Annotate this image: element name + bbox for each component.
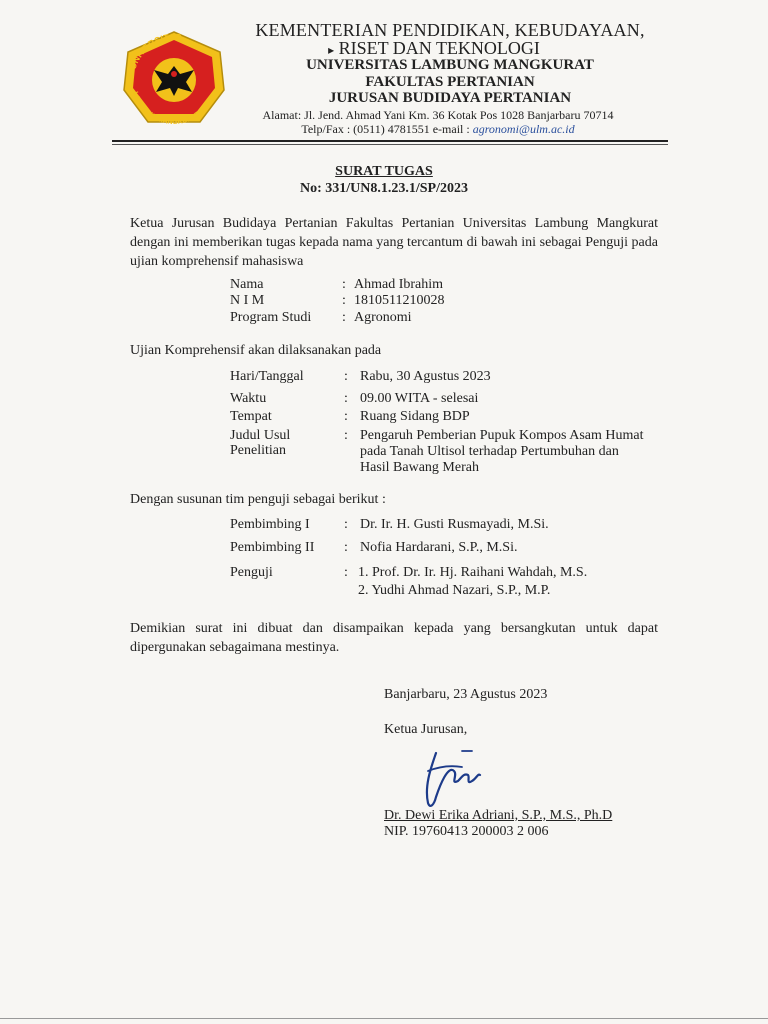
signer-position: Ketua Jurusan,	[384, 722, 468, 737]
team-intro: Dengan susunan tim penguji sebagai berikut :	[130, 492, 386, 507]
signer-nip: NIP. 19760413 200003 2 006	[384, 824, 549, 839]
exam-title-label-2: Penelitian	[230, 443, 286, 458]
letter-number: No: 331/UN8.1.23.1/SP/2023	[300, 181, 468, 196]
student-name-value: Ahmad Ibrahim	[354, 277, 444, 292]
intro-paragraph: Ketua Jurusan Budidaya Pertanian Fakultas Pertanian Universitas Lambung Mangkurat dengan ini memberikan tugas kepada nama yang tercantum di bawah ini sebagai Penguji pada ujian komprehensif mahasiswa	[130, 216, 658, 269]
handwritten-signature	[414, 745, 488, 811]
header-rule-thin	[112, 144, 668, 145]
contact-line	[228, 122, 648, 137]
student-nim-value: 1810511210028	[354, 293, 445, 308]
logo-text-bottom: LAMBUNG MANGKURAT	[131, 90, 202, 127]
exam-title-sep: :	[344, 428, 348, 443]
student-program-label: Program Studi	[230, 310, 312, 325]
scan-edge-line	[0, 1018, 768, 1019]
supervisor-1-value: Dr. Ir. H. Gusti Rusmayadi, M.Si.	[360, 517, 549, 532]
letter-title: SURAT TUGAS	[335, 164, 433, 179]
examiner-1: 1. Prof. Dr. Ir. Hj. Raihani Wahdah, M.S.	[358, 565, 588, 580]
student-program-sep: :	[342, 310, 346, 325]
examiner-label: Penguji	[230, 565, 273, 580]
exam-place-label: Tempat	[230, 409, 272, 424]
address: Alamat: Jl. Jend. Ahmad Yani Km. 36 Kotak Pos 1028 Banjarbaru 70714	[262, 108, 614, 122]
email-link[interactable]: agronomi@ulm.ac.id	[472, 122, 575, 136]
exam-day-label: Hari/Tanggal	[230, 369, 304, 384]
ministry-line-2: ▸ RISET DAN TEKNOLOGI	[328, 38, 540, 58]
student-nim-label: N I M	[230, 293, 265, 308]
supervisor-2-sep: :	[344, 540, 348, 555]
header-rule-thick	[112, 140, 668, 142]
exam-day-sep: :	[344, 369, 348, 384]
exam-title-label-1: Judul Usul	[230, 428, 291, 443]
supervisor-1-sep: :	[344, 517, 348, 532]
student-name-sep: :	[342, 277, 346, 292]
ministry-line-1: KEMENTERIAN PENDIDIKAN, KEBUDAYAAN,	[255, 20, 645, 40]
contact-prefix: Telp/Fax : (0511) 4781551 e-mail :	[301, 122, 473, 136]
exam-time-sep: :	[344, 391, 348, 406]
ministry-line-2-text: RISET DAN TEKNOLOGI	[338, 38, 540, 58]
place-date: Banjarbaru, 23 Agustus 2023	[384, 687, 548, 702]
exam-place-sep: :	[344, 409, 348, 424]
student-program-value: Agronomi	[354, 310, 412, 325]
student-nim-sep: :	[342, 293, 346, 308]
exam-title-value-2: pada Tanah Ultisol terhadap Pertumbuhan dan	[360, 444, 619, 459]
exam-intro: Ujian Komprehensif akan dilaksanakan pada	[130, 343, 382, 358]
university-logo	[120, 30, 228, 128]
closing-paragraph: Demikian surat ini dibuat dan disampaikan kepada yang bersangkutan untuk dapat dipergunakan sebagaimana mestinya.	[130, 621, 658, 655]
supervisor-2-value: Nofia Hardarani, S.P., M.Si.	[360, 540, 518, 555]
exam-time-label: Waktu	[230, 391, 267, 406]
examiner-2: 2. Yudhi Ahmad Nazari, S.P., M.P.	[358, 583, 551, 598]
faculty-name: FAKULTAS PERTANIAN	[365, 74, 535, 90]
exam-title-value-1: Pengaruh Pemberian Pupuk Kompos Asam Humat	[360, 428, 644, 443]
supervisor-1-label: Pembimbing I	[230, 517, 310, 532]
exam-day-value: Rabu, 30 Agustus 2023	[360, 369, 491, 384]
department-name: JURUSAN BUDIDAYA PERTANIAN	[328, 90, 572, 106]
supervisor-2-label: Pembimbing II	[230, 540, 315, 555]
exam-time-value: 09.00 WITA - selesai	[360, 391, 479, 406]
signer-name: Dr. Dewi Erika Adriani, S.P., M.S., Ph.D	[384, 808, 613, 823]
university-name: UNIVERSITAS LAMBUNG MANGKURAT	[306, 57, 594, 73]
logo-text-top: UNIVERSITAS	[127, 31, 183, 71]
exam-title-value-3: Hasil Bawang Merah	[360, 460, 479, 475]
student-name-label: Nama	[230, 277, 264, 292]
exam-place-value: Ruang Sidang BDP	[360, 409, 470, 424]
examiner-sep: :	[344, 565, 348, 580]
